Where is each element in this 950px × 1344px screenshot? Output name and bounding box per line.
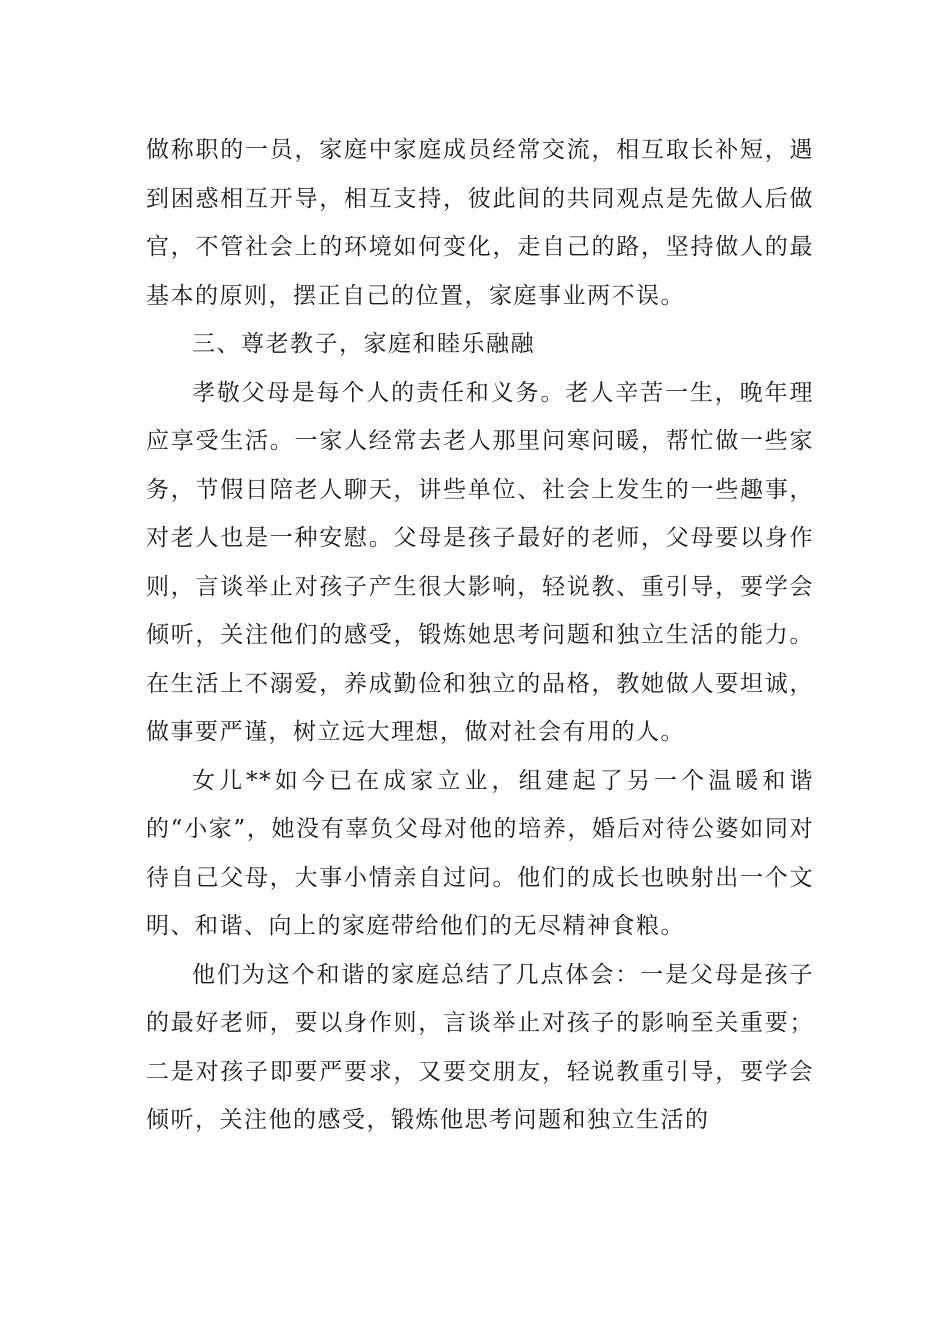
- paragraph-respect-elders: 孝敬父母是每个人的责任和义务。老人辛苦一生，晚年理应享受生活。一家人经常去老人那里问寒问暖，帮忙做一些家务，节假日陪老人聊天，讲些单位、社会上发生的一些趣事，对老人也是一种安慰。父母是孩子最好的老师，父母要以身作则，言谈举止对孩子产生很大影响，轻说教、重引导，要学会倾听，关注他们的感受，锻炼她思考问题和独立生活的能力。在生活上不溺爱，养成勤俭和独立的品格，教她做人要坦诚，做事要严谨，树立远大理想，做对社会有用的人。: [146, 379, 814, 745]
- section-heading: 三、尊老教子，家庭和睦乐融融: [192, 331, 535, 357]
- paragraph-daughter: 女儿**如今已在成家立业，组建起了另一个温暖和谐的“小家”，她没有辜负父母对他的培养，婚后对待公婆如同对待自己父母，大事小情亲自过问。他们的成长也映射出一个文明、和谐、向上的家庭带给他们的无尽精神食粮。: [146, 767, 814, 939]
- document-body: [146, 126, 814, 1145]
- paragraph-continuation: 做称职的一员，家庭中家庭成员经常交流，相互取长补短，遇到困惑相互开导，相互支持，彼此间的共同观点是先做人后做官，不管社会上的环境如何变化，走自己的路，坚持做人的最基本的原则，摆正自己的位置，家庭事业两不误。: [146, 137, 814, 309]
- paragraph-summary: 他们为这个和谐的家庭总结了几点体会：一是父母是孩子的最好老师，要以身作则，言谈举止对孩子的影响至关重要；二是对孩子即要严要求，又要交朋友，轻说教重引导，要学会倾听，关注他的感受，锻炼他思考问题和独立生活的: [146, 961, 814, 1133]
